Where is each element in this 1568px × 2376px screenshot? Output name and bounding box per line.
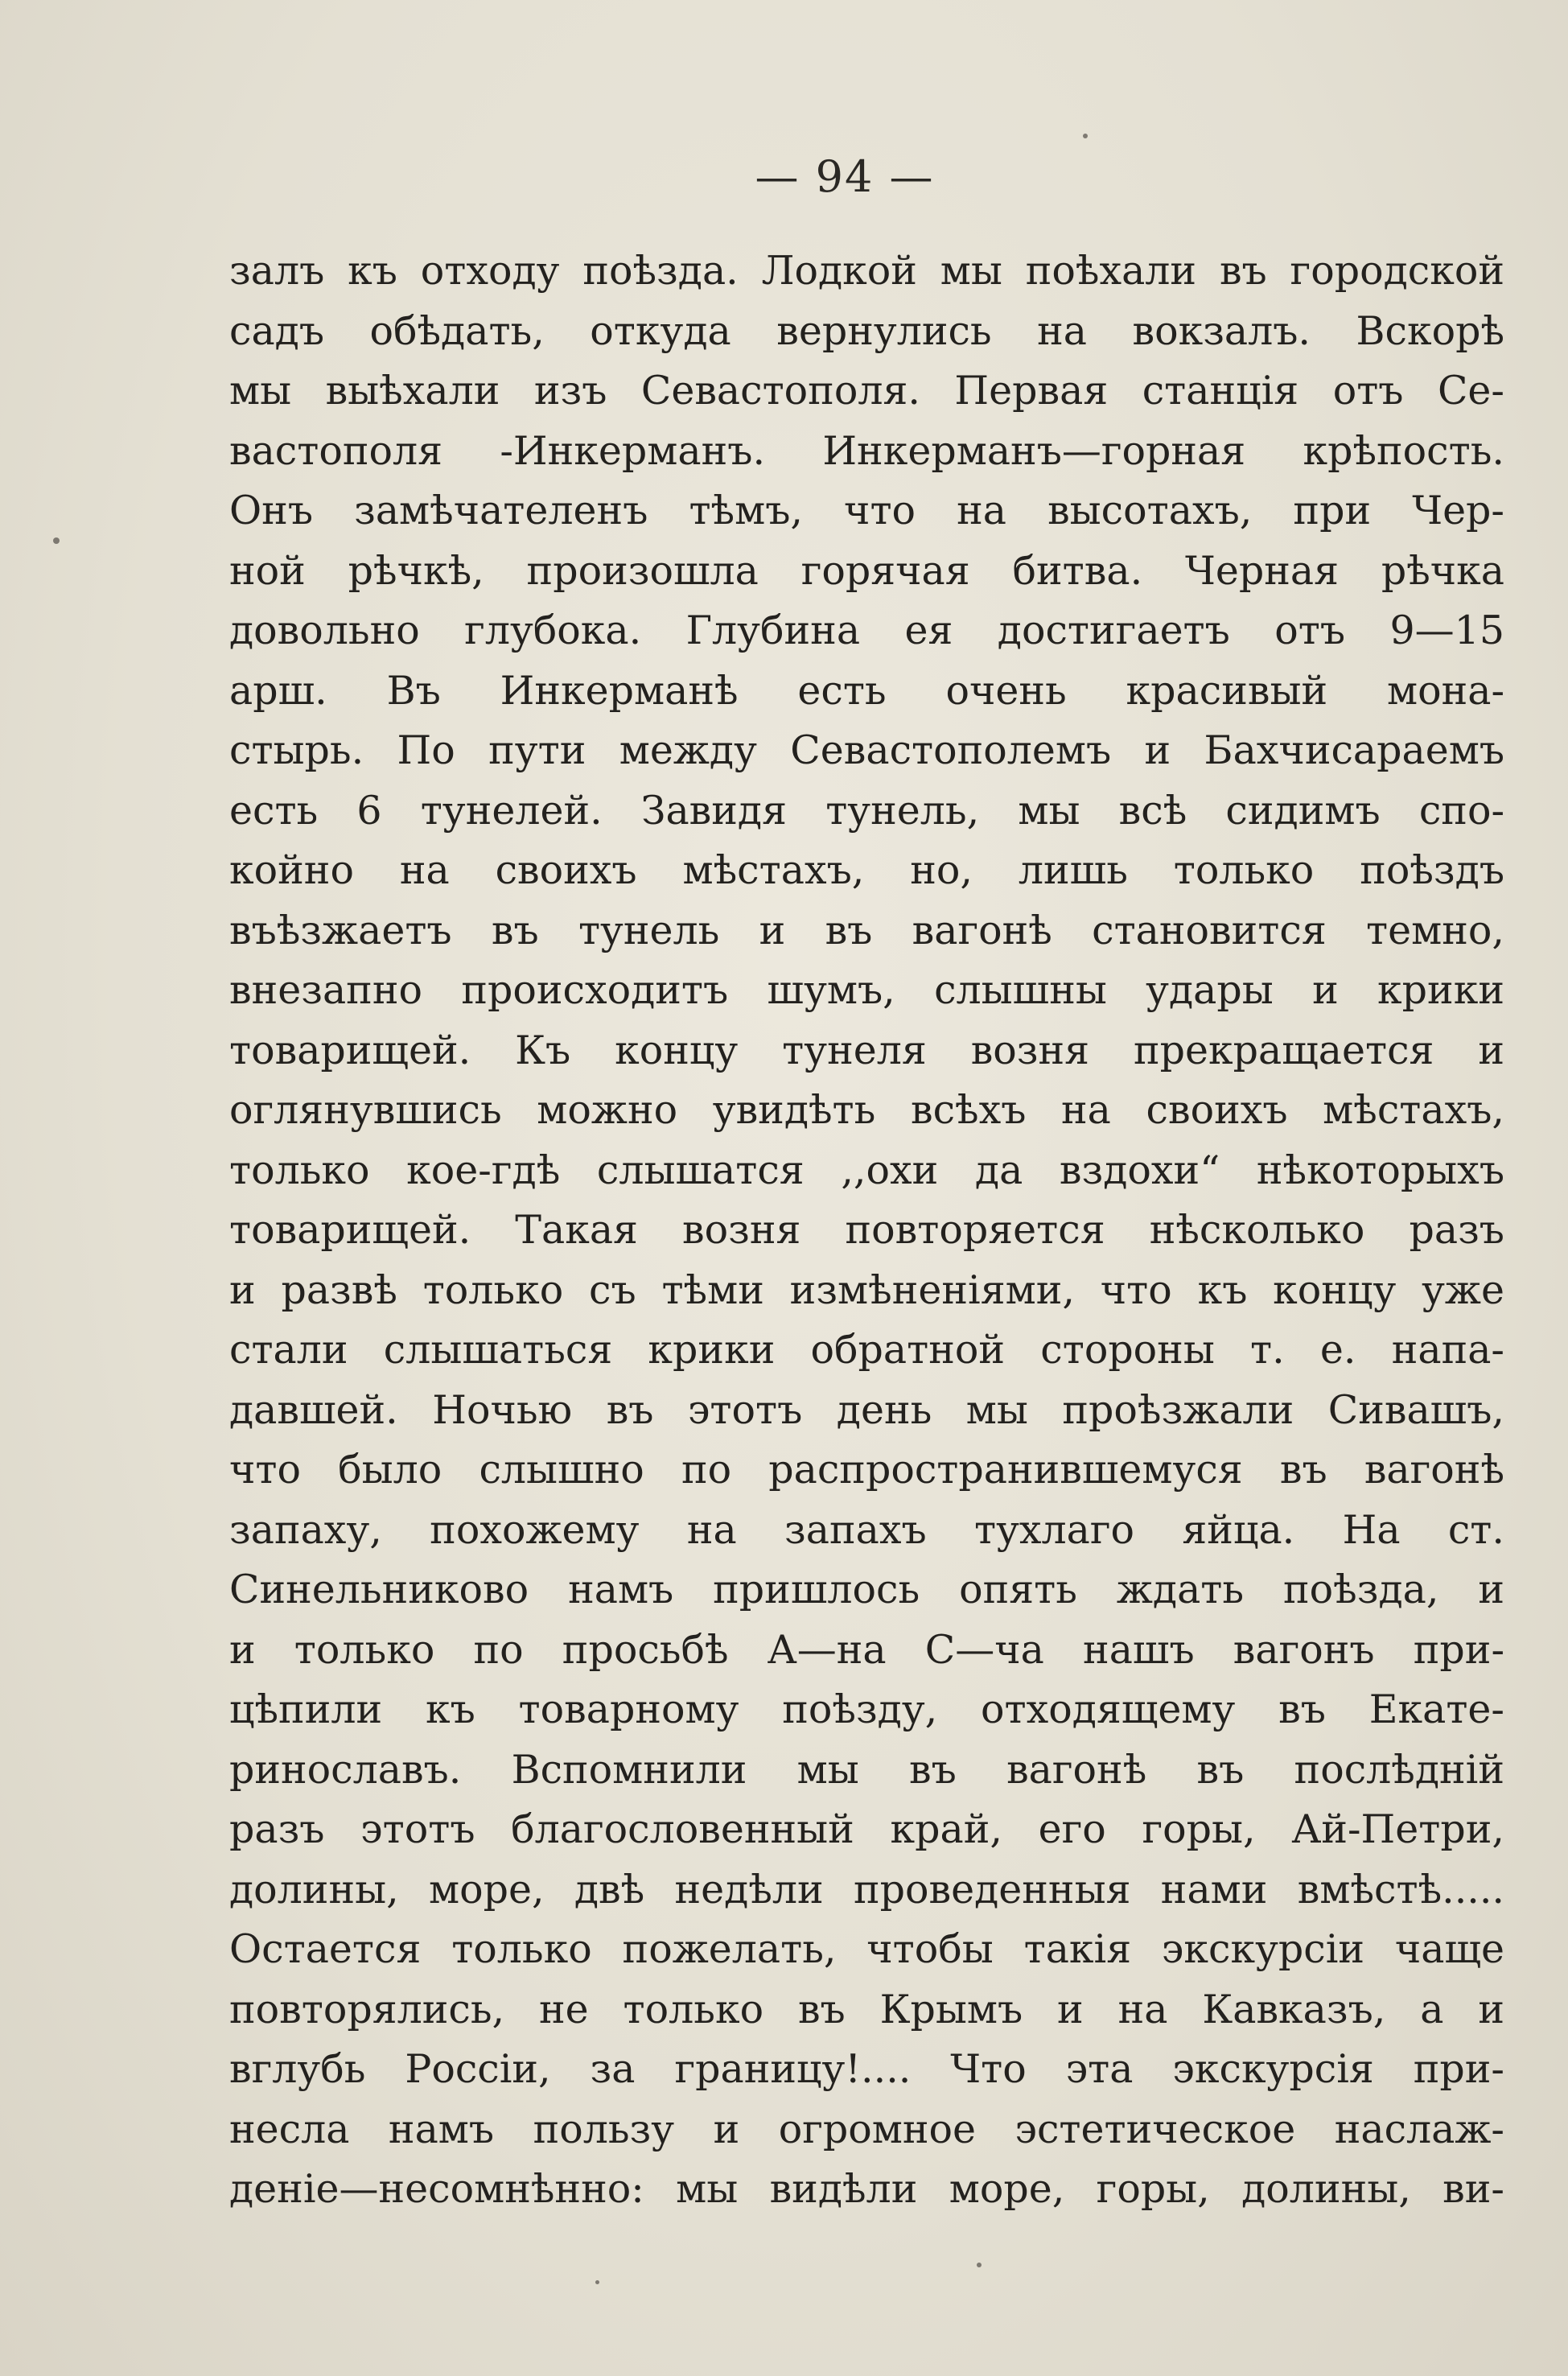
text-line: довольно глубока. Глубина ея достигаетъ отъ 9—15 [229,607,1504,653]
text-line: вастополя -Инкерманъ. Инкерманъ—горная крѣпость. [229,427,1504,474]
text-line: арш. Въ Инкерманѣ есть очень красивый мона- [229,667,1504,714]
paper-speck [1083,134,1088,138]
text-line: только кое-гдѣ слышатся ,,охи да вздохи“ нѣкоторыхъ [229,1147,1504,1193]
text-line: и развѣ только съ тѣми измѣненіями, что къ концу уже [229,1266,1504,1313]
text-line: ной рѣчкѣ, произошла горячая битва. Черная рѣчка [229,547,1504,594]
text-line: давшей. Ночью въ этотъ день мы проѣзжали Сивашъ, [229,1386,1504,1433]
text-line: койно на своихъ мѣстахъ, но, лишь только поѣздъ [229,847,1504,893]
text-line: стырь. По пути между Севастополемъ и Бахчисараемъ [229,727,1504,773]
text-line: цѣпили къ товарному поѣзду, отходящему въ Екате- [229,1686,1504,1732]
body-text [229,241,1504,2220]
text-line: несла намъ пользу и огромное эстетическое наслаж- [229,2106,1504,2152]
text-line: залъ къ отходу поѣзда. Лодкой мы поѣхали въ городской [229,248,1504,294]
paper-speck [977,2263,982,2267]
text-line: садъ обѣдать, откуда вернулись на вокзалъ. Вскорѣ [229,307,1504,354]
text-line: повторялись, не только въ Крымъ и на Кавказъ, а и [229,1986,1504,2032]
text-line: деніе—несомнѣнно: мы видѣли море, горы, долины, ви- [229,2166,1504,2212]
text-line: разъ этотъ благословенный край, его горы, Ай-Петри, [229,1806,1504,1852]
text-line: запаху, похожему на запахъ тухлаго яйца. На ст. [229,1506,1504,1553]
text-line: въѣзжаетъ въ тунель и въ вагонѣ становится темно, [229,907,1504,953]
text-line: мы выѣхали изъ Севастополя. Первая станція отъ Се- [229,368,1504,414]
text-line: есть 6 тунелей. Завидя тунель, мы всѣ сидимъ спо- [229,787,1504,834]
text-line: стали слышаться крики обратной стороны т. е. напа- [229,1327,1504,1373]
text-line: и только по просьбѣ А—на С—ча нашъ вагонъ при- [229,1626,1504,1673]
text-line: Остается только пожелать, чтобы такія экскурсіи чаще [229,1926,1504,1972]
text-line: вглубь Россіи, за границу!.... Что эта экскурсія при- [229,2046,1504,2092]
text-line: ринославъ. Вспомнили мы въ вагонѣ въ послѣдній [229,1746,1504,1793]
page-number: — 94 — [755,151,935,202]
paper-speck [53,537,60,544]
text-line: товарищей. Такая возня повторяется нѣсколько разъ [229,1207,1504,1253]
text-line: Онъ замѣчателенъ тѣмъ, что на высотахъ, при Чер- [229,488,1504,533]
text-line: внезапно происходитъ шумъ, слышны удары и крики [229,967,1504,1013]
text-line: долины, море, двѣ недѣли проведенныя нами вмѣстѣ..... [229,1866,1504,1913]
text-line: товарищей. Къ концу тунеля возня прекращается и [229,1027,1504,1073]
text-line: что было слышно по распространившемуся въ вагонѣ [229,1447,1504,1493]
text-line: оглянувшись можно увидѣть всѣхъ на своихъ мѣстахъ, [229,1087,1504,1133]
text-line: Синельниково намъ пришлось опять ждать поѣзда, и [229,1567,1504,1612]
paper-speck [595,2280,599,2284]
